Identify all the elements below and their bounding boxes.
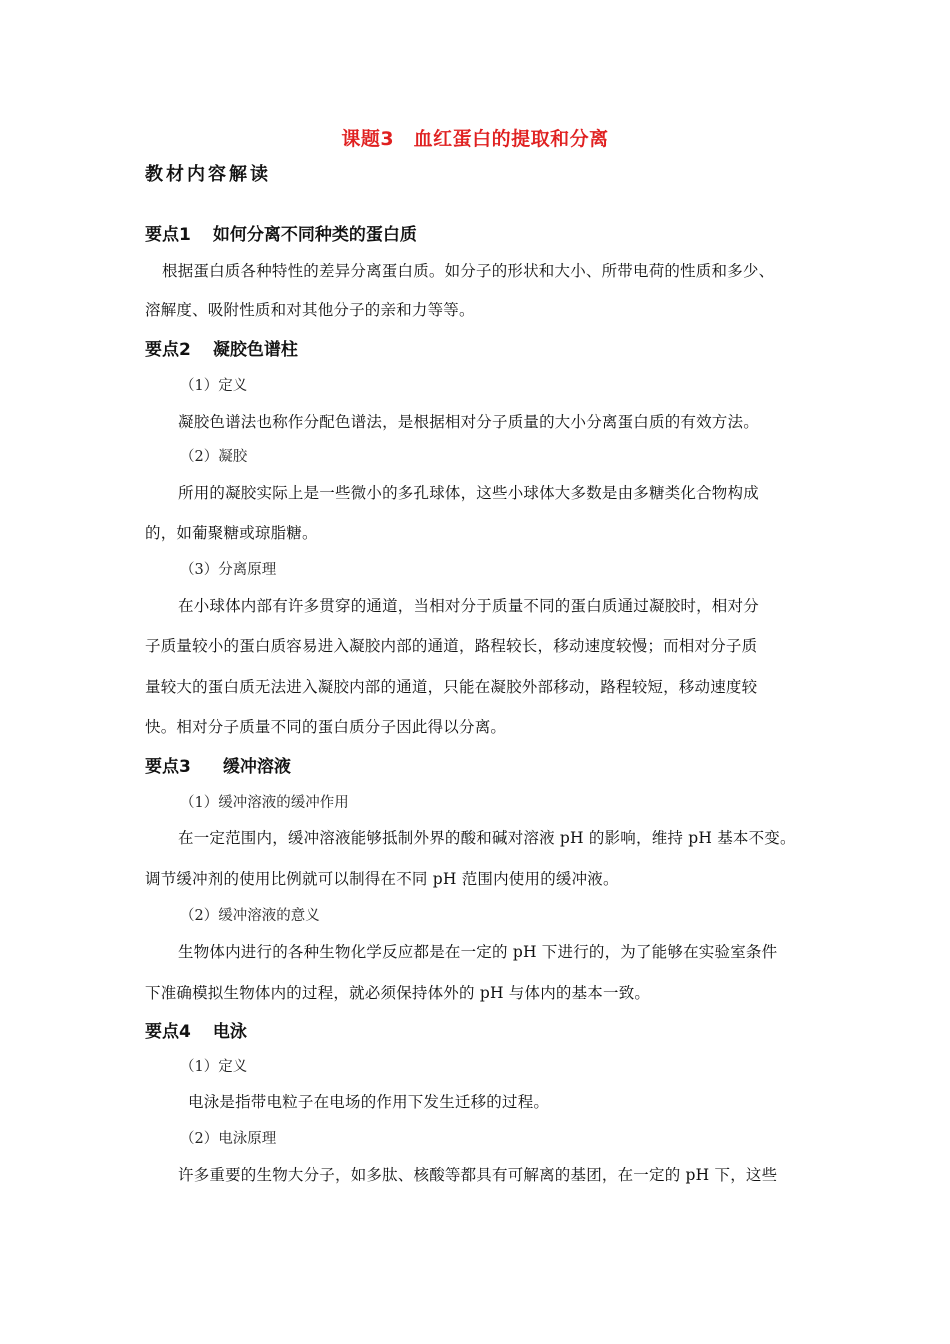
- subsection-label: （2）凝胶: [180, 449, 248, 465]
- subsection-label: （1）定义: [180, 1059, 248, 1075]
- key-point-title: 缓冲溶液: [222, 757, 291, 777]
- paragraph-line: 快。相对分子质量不同的蛋白质分子因此得以分离。: [145, 718, 507, 736]
- subsection-label: （1）定义: [180, 378, 248, 394]
- document-title: 课题3 血红蛋白的提取和分离: [341, 128, 609, 150]
- paragraph-line: 根据蛋白质各种特性的差异分离蛋白质。如分子的形状和大小、所带电荷的性质和多少、: [162, 262, 775, 280]
- paragraph-line: 凝胶色谱法也称作分配色谱法，是根据相对分子质量的大小分离蛋白质的有效方法。: [178, 413, 759, 431]
- paragraph-line: 所用的凝胶实际上是一些微小的多孔球体，这些小球体大多数是由多糖类化合物构成: [178, 484, 759, 502]
- section-heading: 教材内容解读: [145, 164, 271, 185]
- paragraph-line: 电泳是指带电粒子在电场的作用下发生迁移的过程。: [188, 1093, 550, 1111]
- key-point-4-heading: [145, 1017, 247, 1042]
- paragraph-line: 量较大的蛋白质无法进入凝胶内部的通道，只能在凝胶外部移动，路程较短，移动速度较: [145, 678, 758, 696]
- key-point-1-heading: [145, 220, 417, 245]
- subsection-label: （1）缓冲溶液的缓冲作用: [180, 795, 349, 811]
- paragraph-line: 在小球体内部有许多贯穿的通道，当相对分于质量不同的蛋白质通过凝胶时，相对分: [178, 597, 759, 615]
- paragraph-line: 调节缓冲剂的使用比例就可以制得在不同 pH 范围内使用的缓冲液。: [145, 870, 619, 888]
- key-point-title: 电泳: [212, 1022, 247, 1042]
- subsection-label: （2）缓冲溶液的意义: [180, 908, 320, 924]
- paragraph-line: 溶解度、吸附性质和对其他分子的亲和力等等。: [145, 301, 475, 319]
- paragraph-line: 的，如葡聚糖或琼脂糖。: [145, 524, 318, 542]
- key-point-2-heading: [145, 335, 298, 360]
- paragraph-line: 下准确模拟生物体内的过程，就必须保持体外的 pH 与体内的基本一致。: [145, 984, 651, 1002]
- key-point-number: 要点3: [145, 757, 191, 777]
- subsection-label: （2）电泳原理: [180, 1131, 277, 1147]
- key-point-number: 要点4: [145, 1022, 191, 1042]
- key-point-title: 如何分离不同种类的蛋白质: [212, 225, 417, 245]
- key-point-number: 要点1: [145, 225, 191, 245]
- paragraph-line: 许多重要的生物大分子，如多肽、核酸等都具有可解离的基团，在一定的 pH 下，这些: [178, 1166, 778, 1184]
- paragraph-line: 子质量较小的蛋白质容易进入凝胶内部的通道，路程较长，移动速度较慢；而相对分子质: [145, 637, 758, 655]
- paragraph-line: 在一定范围内，缓冲溶液能够抵制外界的酸和碱对溶液 pH 的影响，维持 pH 基本不变。: [178, 829, 796, 847]
- subsection-label: （3）分离原理: [180, 562, 277, 578]
- key-point-title: 凝胶色谱柱: [212, 340, 298, 360]
- key-point-3-heading: [145, 752, 291, 777]
- key-point-number: 要点2: [145, 340, 191, 360]
- paragraph-line: 生物体内进行的各种生物化学反应都是在一定的 pH 下进行的，为了能够在实验室条件: [178, 943, 778, 961]
